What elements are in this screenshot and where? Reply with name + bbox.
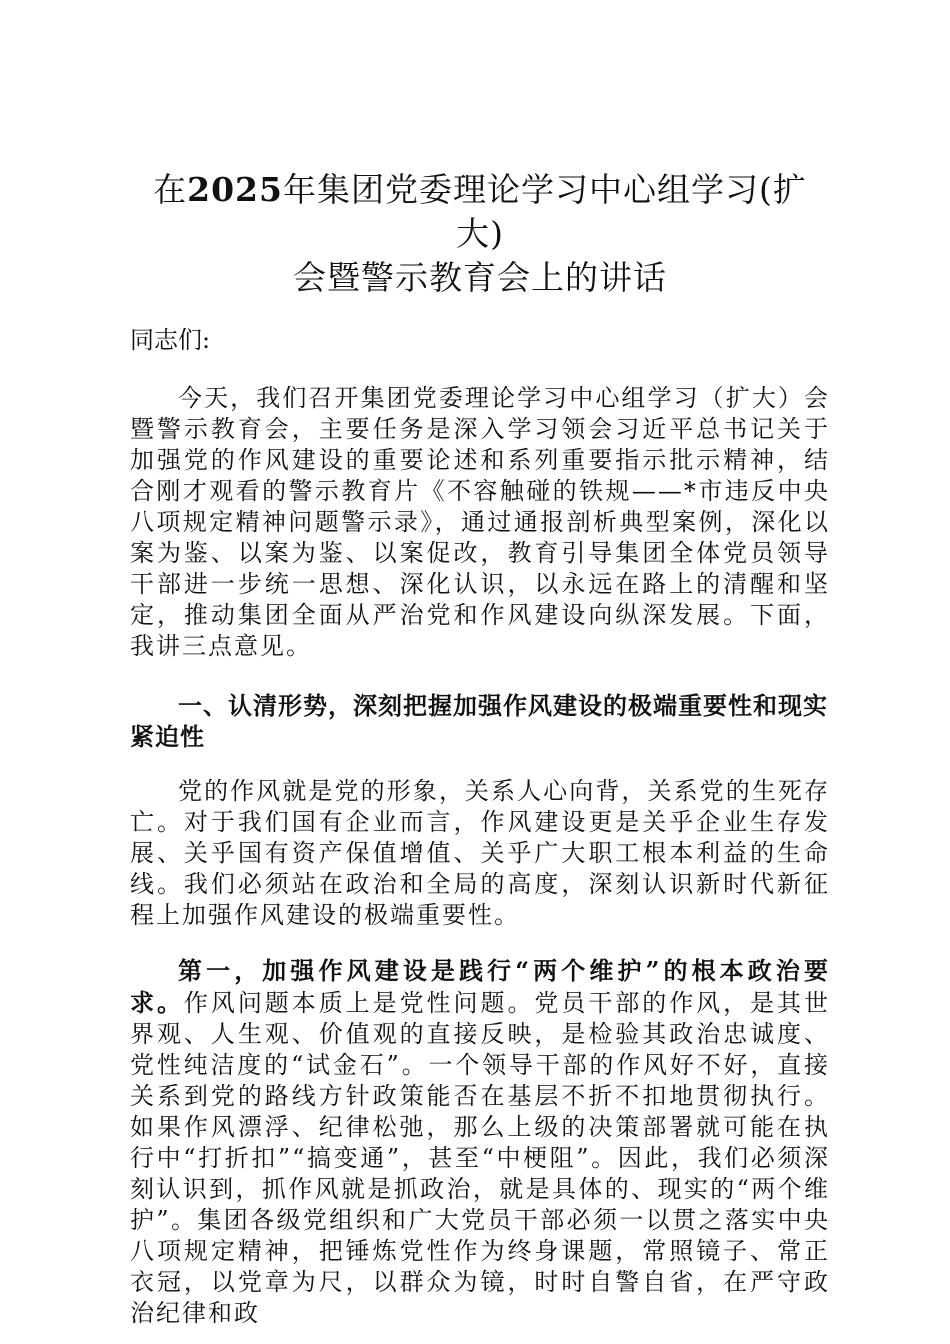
- document-page: [130, 168, 830, 1329]
- title-year: 2025: [187, 170, 283, 209]
- document-title: [130, 168, 830, 300]
- point-1-body: 作风问题本质上是党性问题。党员干部的作风，是其世界观、人生观、价值观的直接反映，是检验其政治忠诚度、党性纯洁度的“试金石”。一个领导干部的作风好不好，直接关系到党的路线方针政策能否在基层不折不扣地贯彻执行。如果作风漂浮、纪律松弛，那么上级的决策部署就可能在执行中“打折扣”“搞变通”，甚至“中梗阻”。因此，我们必须深刻认识到，抓作风就是抓政治，就是具体的、现实的“两个维护”。集团各级党组织和广大党员干部必须一以贯之落实中央八项规定精神，把锤炼党性作为终身课题，常照镜子、常正衣冠，以党章为尺，以群众为镜，时时自警自省，在严守政治纪律和政: [130, 989, 831, 1327]
- title-rest: 年集团党委理论学习中心组学习(扩大): [282, 170, 807, 253]
- title-line-2: 会暨警示教育会上的讲话: [293, 258, 667, 297]
- point-1-lead: 第一，加强作风建设是践行“两个维护”的根本政治要求。: [130, 956, 830, 1017]
- section-1-heading: 一、认清形势，深刻把握加强作风建设的极端重要性和现实紧迫性: [130, 691, 828, 751]
- greeting: 同志们:: [130, 326, 211, 354]
- point-1-paragraph: [130, 955, 830, 1329]
- intro-paragraph: 今天，我们召开集团党委理论学习中心组学习（扩大）会暨警示教育会，主要任务是深入学习领会习近平总书记关于加强党的作风建设的重要论述和系列重要指示批示精神，结合刚才观看的警示教育片《不容触碰的铁规——*市违反中央八项规定精神问题警示录》，通过通报剖析典型案例，深化以案为鉴、以案为鉴、以案促改，教育引导集团全体党员领导干部进一步统一思想、深化认识，以永远在路上的清醒和坚定，推动集团全面从严治党和作风建设向纵深发展。下面，我讲三点意见。: [130, 384, 830, 660]
- title-prefix: 在: [153, 170, 188, 209]
- section-1-paragraph: 党的作风就是党的形象，关系人心向背，关系党的生死存亡。对于我们国有企业而言，作风建设更是关乎企业生存发展、关乎国有资产保值增值、关乎广大职工根本利益的生命线。我们必须站在政治和全局的高度，深刻认识新时代新征程上加强作风建设的极端重要性。: [130, 777, 830, 929]
